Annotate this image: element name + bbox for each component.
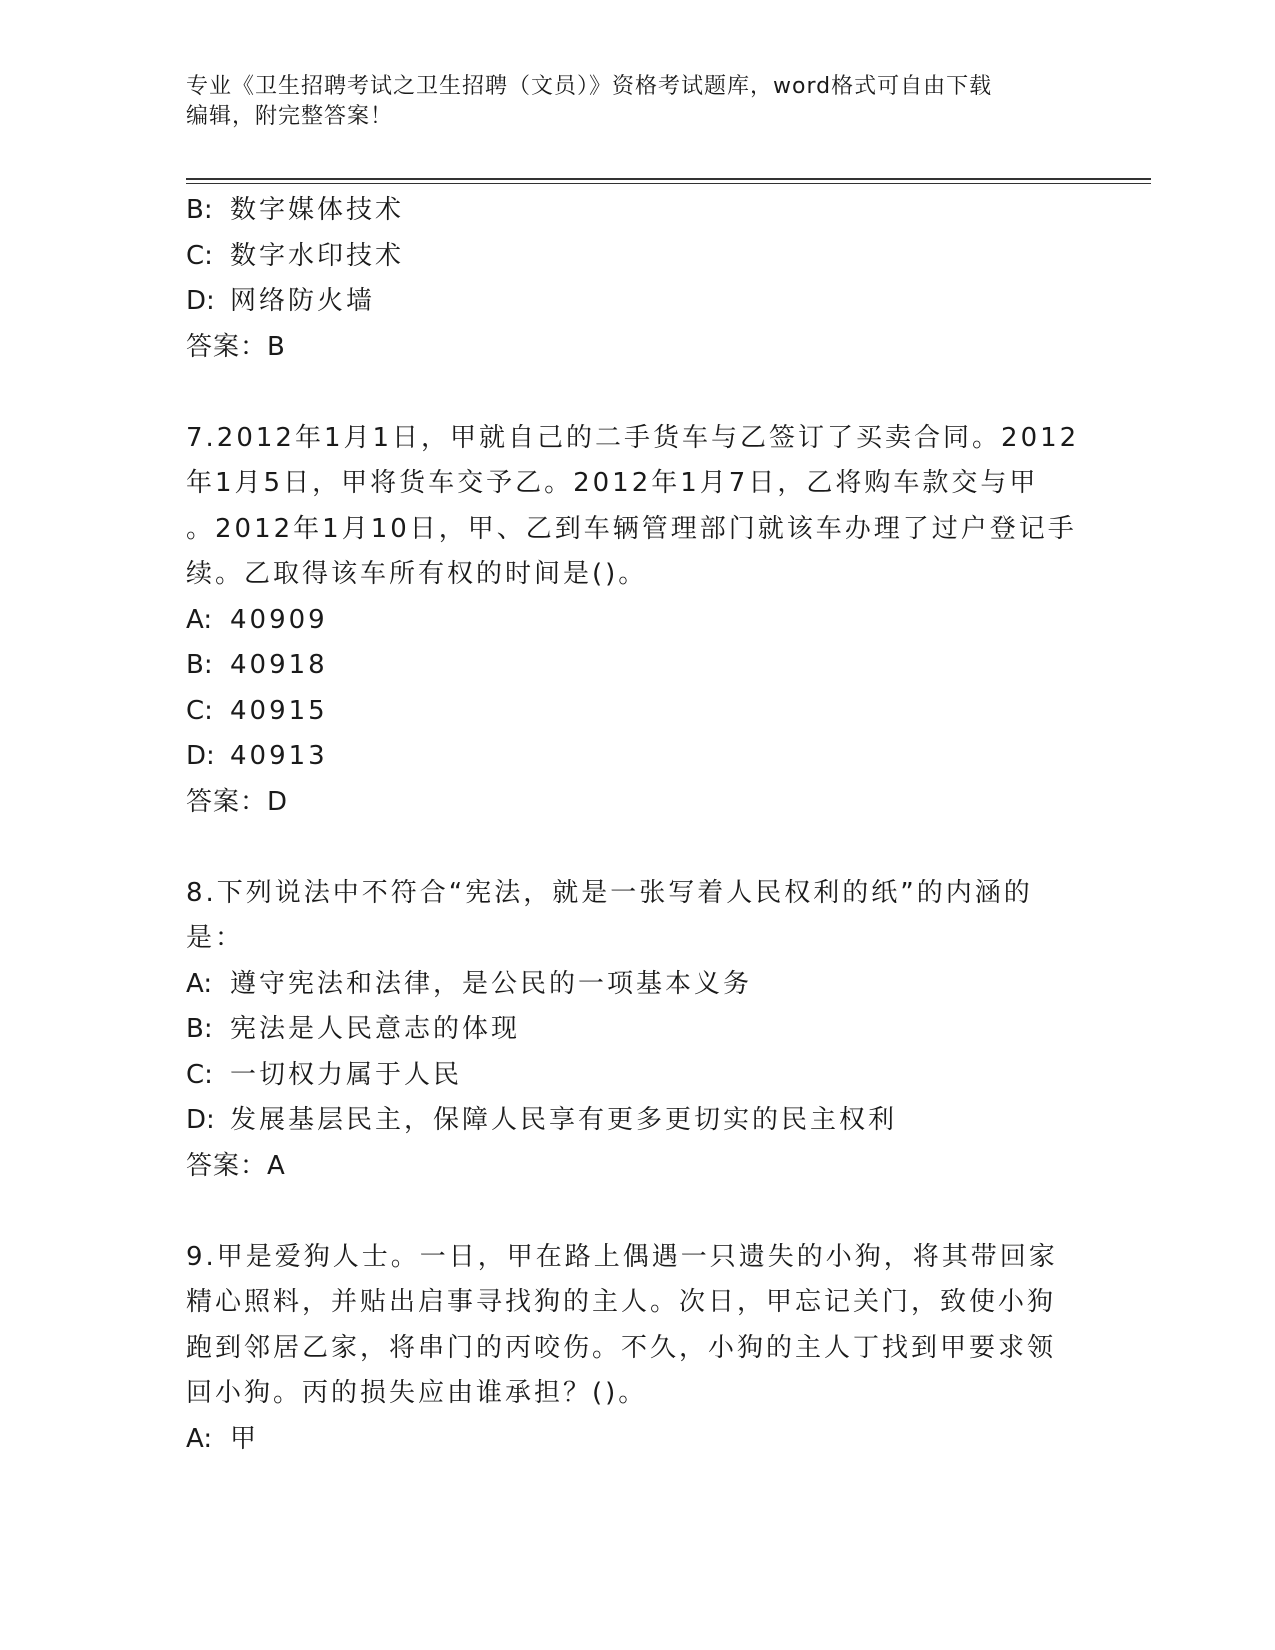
question-stem xyxy=(186,1235,1066,1417)
option-label: D: xyxy=(186,286,215,316)
option-d xyxy=(186,734,1086,780)
stem-line: 是： xyxy=(186,923,245,953)
stem-line: 9.甲是爱狗人士。一日，甲在路上偶遇一只遗失的小狗，将其带回家 xyxy=(186,1241,1058,1272)
option-label: B: xyxy=(186,1014,213,1044)
spacer xyxy=(186,1189,1086,1235)
stem-line: 回小狗。丙的损失应由谁承担？()。 xyxy=(186,1378,648,1408)
option-a xyxy=(186,1417,1086,1463)
option-text: 40913 xyxy=(230,741,328,771)
option-text: 40918 xyxy=(230,650,328,680)
option-label: D: xyxy=(186,741,215,771)
answer-line: 答案：D xyxy=(186,786,289,817)
option-c xyxy=(186,1053,1086,1099)
stem-line: 8.下列说法中不符合“宪法，就是一张写着人民权利的纸”的内涵的 xyxy=(186,877,1033,908)
answer-line: 答案：B xyxy=(186,331,286,362)
option-a xyxy=(186,962,1086,1008)
option-text: 40915 xyxy=(230,695,328,726)
question-7 xyxy=(186,416,1086,826)
option-b xyxy=(186,188,1086,234)
stem-line: 7.2012年1月1日，甲就自己的二手货车与乙签订了买卖合同。2012 xyxy=(186,422,1080,453)
question-8 xyxy=(186,871,1086,1190)
stem-line: 。2012年1月10日，甲、乙到车辆管理部门就该车办理了过户登记手 xyxy=(186,513,1077,544)
answer-line: 答案：A xyxy=(186,1150,286,1181)
option-label: C: xyxy=(186,240,213,271)
option-c xyxy=(186,689,1086,735)
option-d xyxy=(186,279,1086,325)
option-label: A: xyxy=(186,968,213,999)
header-line-1: 专业《卫生招聘考试之卫生招聘（文员）》资格考试题库，word格式可自由下载 xyxy=(186,74,993,99)
header-divider-thick xyxy=(186,178,1151,180)
spacer xyxy=(186,825,1086,871)
option-label: B: xyxy=(186,650,213,680)
option-text: 宪法是人民意志的体现 xyxy=(230,1014,521,1044)
option-text: 网络防火墙 xyxy=(230,286,376,316)
option-text: 40909 xyxy=(230,604,328,635)
option-a xyxy=(186,598,1086,644)
stem-line: 精心照料，并贴出启事寻找狗的主人。次日，甲忘记关门，致使小狗 xyxy=(186,1287,1057,1317)
stem-line: 跑到邻居乙家，将串门的丙咬伤。不久，小狗的主人丁找到甲要求领 xyxy=(186,1332,1057,1363)
document-header xyxy=(186,72,1066,132)
question-stem xyxy=(186,871,1066,962)
question-list xyxy=(186,188,1086,1462)
option-c xyxy=(186,234,1086,280)
option-text: 一切权力属于人民 xyxy=(230,1059,463,1090)
option-label: A: xyxy=(186,1423,213,1454)
header-divider-thin xyxy=(186,183,1151,184)
option-label: C: xyxy=(186,695,213,726)
option-d xyxy=(186,1098,1086,1144)
question-6 xyxy=(186,188,1086,370)
option-label: B: xyxy=(186,195,213,225)
spacer xyxy=(186,370,1086,416)
stem-line: 年1月5日，甲将货车交予乙。2012年1月7日，乙将购车款交与甲 xyxy=(186,468,1039,498)
option-text: 甲 xyxy=(230,1423,260,1454)
option-b xyxy=(186,1007,1086,1053)
option-text: 数字水印技术 xyxy=(230,240,405,271)
option-text: 遵守宪法和法律，是公民的一项基本义务 xyxy=(230,968,753,999)
question-9 xyxy=(186,1235,1086,1463)
question-stem xyxy=(186,416,1080,598)
option-text: 发展基层民主，保障人民享有更多更切实的民主权利 xyxy=(230,1105,898,1135)
stem-line: 续。乙取得该车所有权的时间是()。 xyxy=(186,559,648,589)
option-label: C: xyxy=(186,1059,213,1090)
option-b xyxy=(186,643,1086,689)
option-label: A: xyxy=(186,604,213,635)
option-text: 数字媒体技术 xyxy=(230,195,405,225)
header-line-2: 编辑，附完整答案！ xyxy=(186,104,394,129)
option-label: D: xyxy=(186,1105,215,1135)
